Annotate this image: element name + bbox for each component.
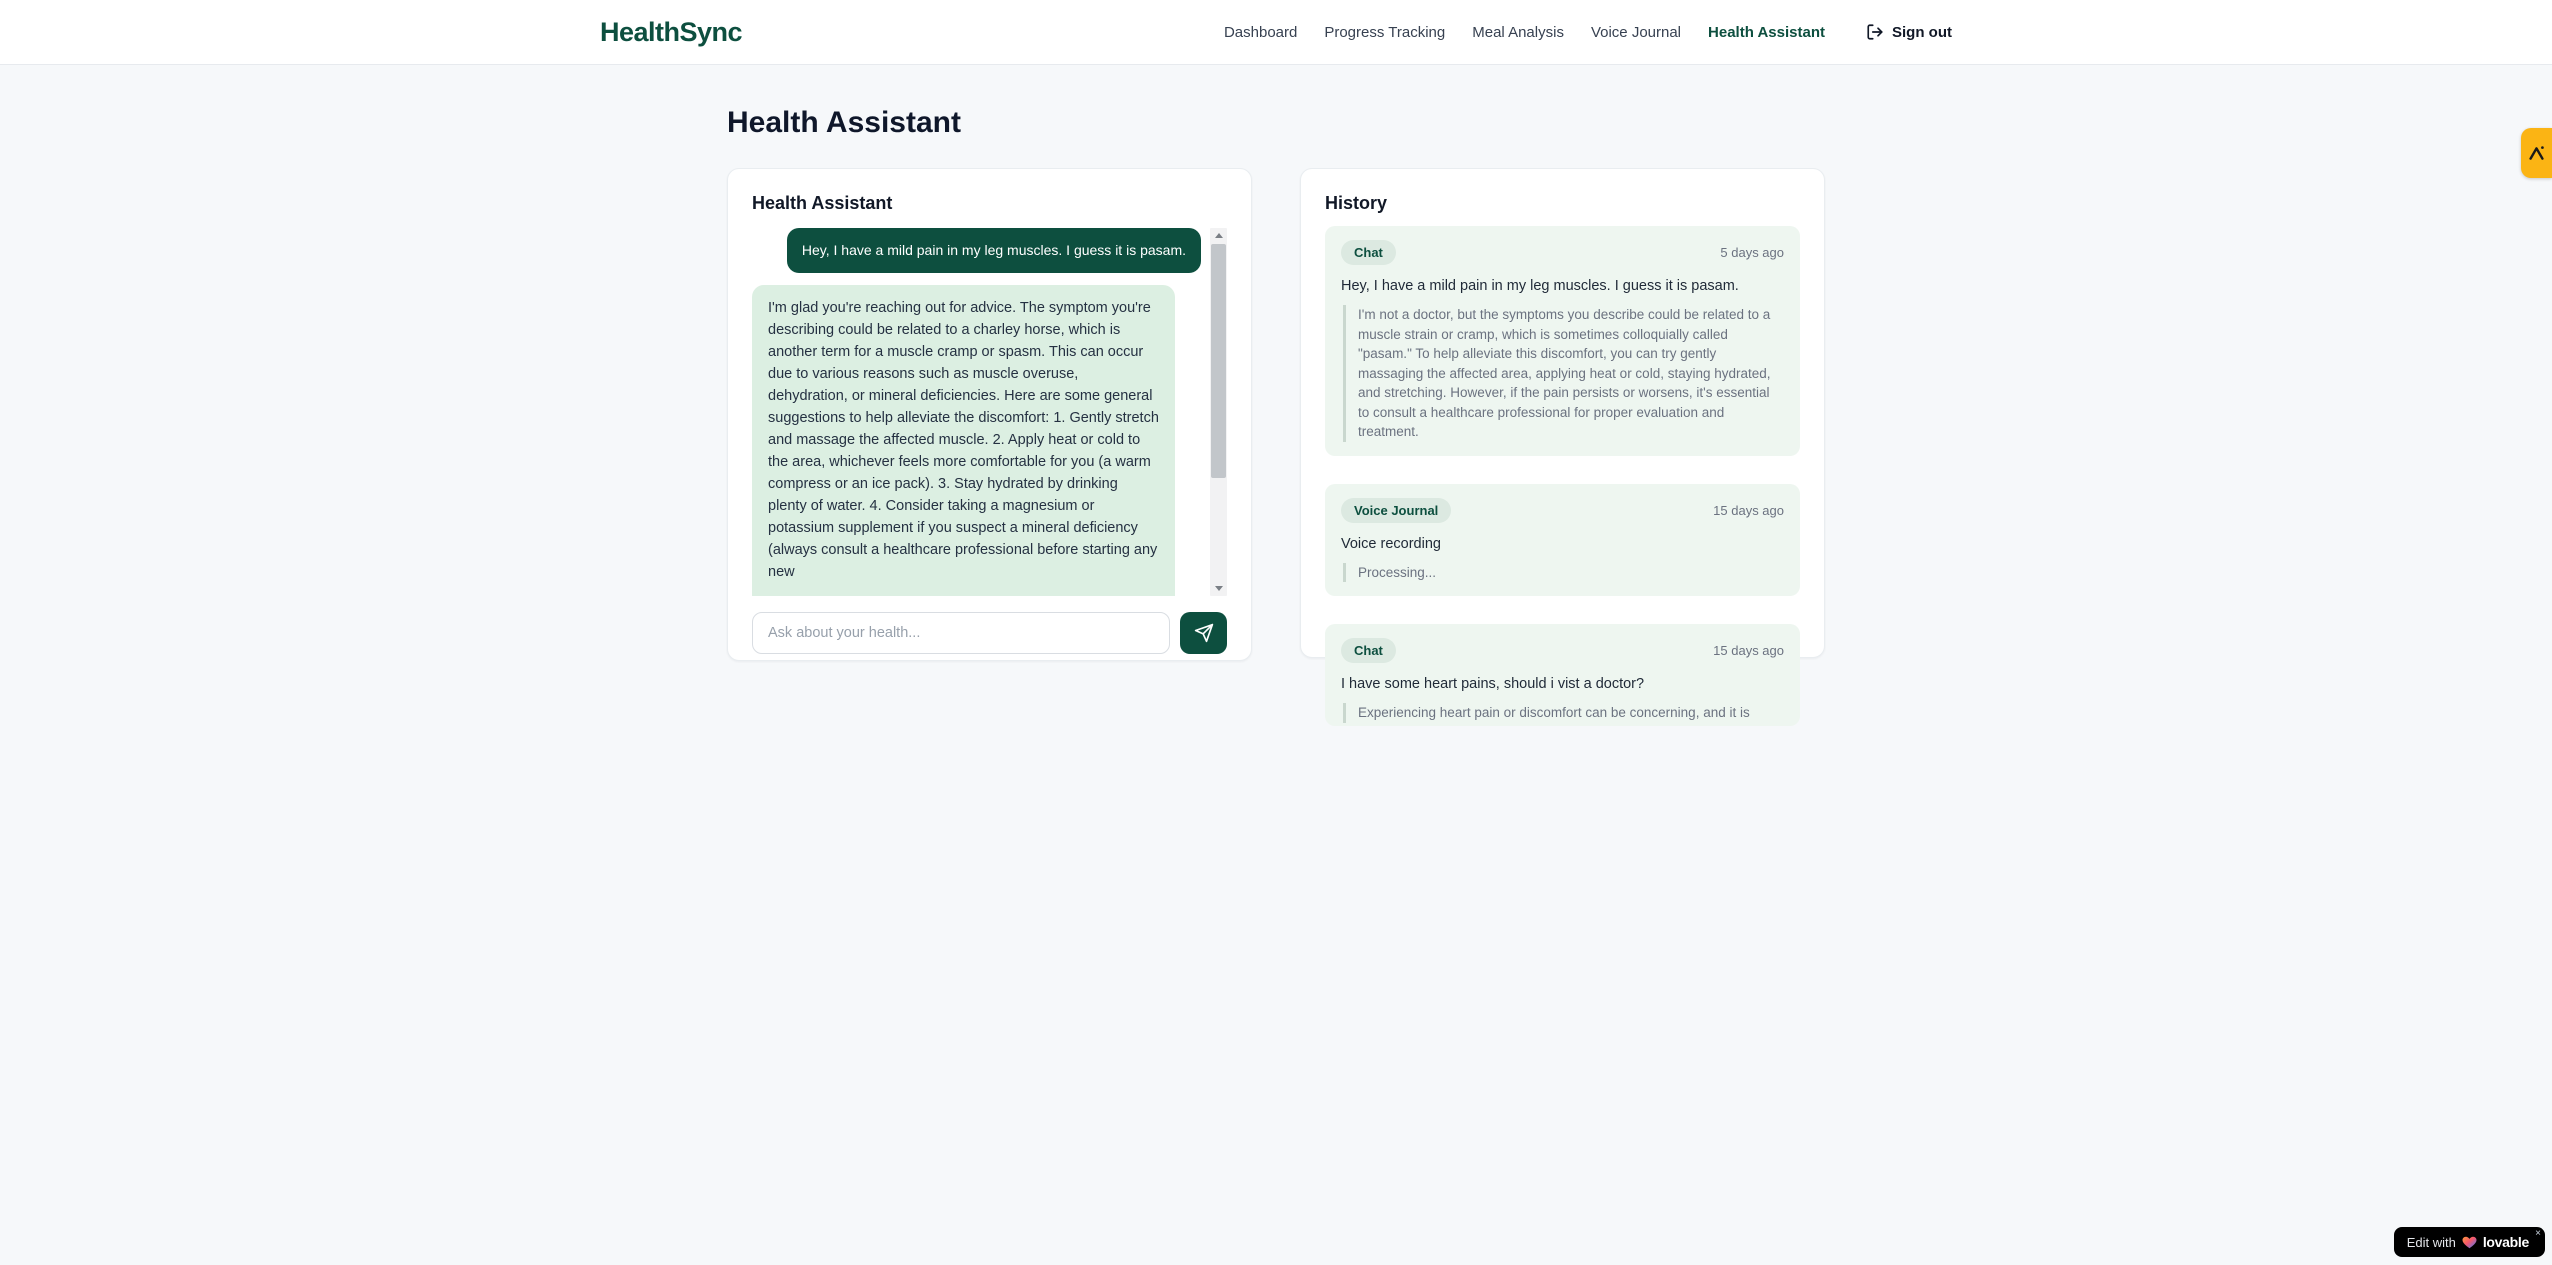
history-card-title: History xyxy=(1325,193,1388,213)
entry-timestamp: 15 days ago xyxy=(1713,643,1784,658)
entry-question: Hey, I have a mild pain in my leg muscles. I guess it is pasam. xyxy=(1341,278,1739,294)
nav-item-dashboard[interactable]: Dashboard xyxy=(1223,23,1298,41)
entry-question: I have some heart pains, should i vist a doctor? xyxy=(1341,676,1645,692)
gradient-heart-icon xyxy=(2462,1235,2477,1249)
send-button[interactable] xyxy=(1180,612,1227,654)
chat-scrollbar[interactable] xyxy=(1210,228,1227,596)
entry-type-badge: Chat xyxy=(1341,240,1396,265)
nav-item-voice-journal[interactable]: Voice Journal xyxy=(1590,23,1682,41)
health-assistant-chat-card xyxy=(727,168,1252,661)
edit-with-lovable-badge[interactable] xyxy=(2394,1227,2545,1257)
history-list xyxy=(1325,226,1800,726)
entry-response: Processing... xyxy=(1343,563,1784,583)
page-title: Health Assistant xyxy=(727,106,961,139)
user-message-bubble: Hey, I have a mild pain in my leg muscles. I guess it is pasam. xyxy=(787,228,1201,273)
brand-logo[interactable]: HealthSync xyxy=(600,16,743,47)
chat-message-area xyxy=(752,228,1227,596)
scrollbar-up-arrow-icon[interactable] xyxy=(1210,228,1227,243)
entry-question: Voice recording xyxy=(1341,535,1441,552)
history-entry xyxy=(1325,226,1800,456)
scrollbar-down-arrow-icon[interactable] xyxy=(1210,581,1227,596)
sign-out-button[interactable] xyxy=(1866,23,1952,41)
entry-type-badge: Chat xyxy=(1341,638,1396,663)
entry-response: I'm not a doctor, but the symptoms you describe could be related to a muscle strain or cramp, which is sometimes colloquially called "pasam." To help alleviate this discomfort, you can try gently massaging the affected area, applying heat or cold, staying hydrated, and stretching. However, if the pain persists or worsens, it's essential to consult a healthcare professional for proper evaluation and treatment. xyxy=(1343,305,1784,442)
nav-item-meal-analysis[interactable]: Meal Analysis xyxy=(1472,23,1564,41)
entry-response: Experiencing heart pain or discomfort can be concerning, and it is xyxy=(1343,703,1784,723)
assistant-message-bubble: I'm glad you're reaching out for advice. The symptom you're describing could be related to a charley horse, which is another term for a muscle cramp or spasm. This can occur due to various reasons such as muscle overuse, dehydration, or mineral deficiencies. Here are some general suggestions to help alleviate the discomfort: 1. Gently stretch and massage the affected muscle. 2. Apply heat or cold to the area, whichever feels more comfortable for you (a warm compress or an ice pack). 3. Stay hydrated by drinking plenty of water. 4. Consider taking a magnesium or potassium supplement if you suspect a mineral deficiency (always consult a healthcare professional before starting any new xyxy=(752,285,1175,596)
edit-with-label: Edit with xyxy=(2406,1234,2456,1250)
history-entry xyxy=(1325,484,1800,597)
scrollbar-thumb[interactable] xyxy=(1211,244,1226,478)
chat-card-title: Health Assistant xyxy=(752,193,893,213)
app-header xyxy=(0,0,2552,65)
entry-timestamp: 5 days ago xyxy=(1720,245,1784,260)
history-entry xyxy=(1325,624,1800,726)
nav-item-health-assistant[interactable]: Health Assistant xyxy=(1708,23,1825,41)
side-widget-badge[interactable] xyxy=(2521,128,2552,178)
entry-timestamp: 15 days ago xyxy=(1713,502,1784,518)
main-content xyxy=(727,65,1825,720)
main-nav xyxy=(1224,23,1952,41)
chat-input[interactable] xyxy=(752,612,1170,654)
close-icon[interactable]: × xyxy=(2535,1228,2541,1239)
paper-plane-icon xyxy=(1194,623,1214,643)
entry-type-badge: Voice Journal xyxy=(1341,498,1451,523)
lovable-logo-icon xyxy=(2527,144,2546,163)
history-card xyxy=(1300,168,1825,720)
lovable-wordmark: lovable xyxy=(2482,1234,2529,1250)
logout-icon xyxy=(1866,23,1884,41)
nav-item-progress-tracking[interactable]: Progress Tracking xyxy=(1324,23,1446,41)
sign-out-label: Sign out xyxy=(1892,23,1952,41)
